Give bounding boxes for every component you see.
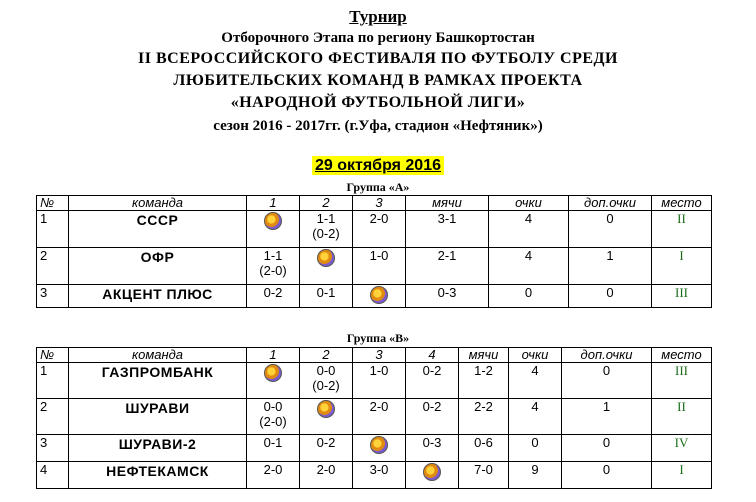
- tournament-title: Турнир: [349, 7, 407, 26]
- subtitle-line-1: Отборочного Этапа по региону Башкортостан: [221, 30, 535, 46]
- col-header: место: [652, 196, 712, 211]
- score-cell: 0-2: [300, 435, 353, 462]
- group-a-label: Группа «А»: [346, 180, 410, 194]
- col-header: команда: [69, 196, 247, 211]
- score: 1-1: [316, 211, 336, 226]
- col-header: №: [37, 196, 69, 211]
- place-cell: III: [652, 285, 712, 308]
- row-number: 2: [37, 248, 69, 285]
- col-header: 1: [247, 196, 300, 211]
- score-cell: 2-0: [353, 211, 406, 248]
- table-header-row: [37, 196, 712, 211]
- points-cell: 4: [489, 248, 569, 285]
- goals-cell: 3-1: [406, 211, 489, 248]
- team-name: ШУРАВИ: [69, 399, 247, 435]
- score-cell: 1-0: [353, 363, 406, 399]
- table-row: [37, 248, 712, 285]
- extra-points-cell: 0: [562, 462, 652, 489]
- col-header: 3: [353, 348, 406, 363]
- goals-cell: 1-2: [459, 363, 509, 399]
- score-cell: 0-2: [406, 363, 459, 399]
- col-header: доп.очки: [569, 196, 652, 211]
- points-cell: 4: [509, 363, 562, 399]
- football-ball-icon: [370, 436, 388, 454]
- col-header: очки: [509, 348, 562, 363]
- score-cell: [247, 399, 300, 435]
- group-b-table: [36, 347, 712, 489]
- penalty-score: (0-2): [312, 226, 340, 241]
- place-cell: III: [652, 363, 712, 399]
- col-header: №: [37, 348, 69, 363]
- subtitle-line-4: «НАРОДНОЙ ФУТБОЛЬНОЙ ЛИГИ»: [230, 94, 526, 111]
- col-header: место: [652, 348, 712, 363]
- table-row: [37, 462, 712, 489]
- goals-cell: 7-0: [459, 462, 509, 489]
- place-cell: I: [652, 248, 712, 285]
- score-cell: [406, 462, 459, 489]
- score-cell: 2-0: [247, 462, 300, 489]
- team-name: ГАЗПРОМБАНК: [69, 363, 247, 399]
- score-cell: [353, 285, 406, 308]
- penalty-score: (2-0): [259, 414, 287, 429]
- score-cell: 0-1: [300, 285, 353, 308]
- score-cell: 2-0: [353, 399, 406, 435]
- row-number: 1: [37, 211, 69, 248]
- col-header: 3: [353, 196, 406, 211]
- table-row: [37, 435, 712, 462]
- football-ball-icon: [423, 463, 441, 481]
- goals-cell: 2-2: [459, 399, 509, 435]
- football-ball-icon: [317, 400, 335, 418]
- col-header: 4: [406, 348, 459, 363]
- score-cell: [300, 399, 353, 435]
- score-cell: [353, 435, 406, 462]
- place-cell: IV: [652, 435, 712, 462]
- table-row: [37, 399, 712, 435]
- score-cell: 0-2: [247, 285, 300, 308]
- score-cell: 3-0: [353, 462, 406, 489]
- team-name: АКЦЕНТ ПЛЮС: [69, 285, 247, 308]
- group-a-table: [36, 195, 712, 308]
- points-cell: 4: [489, 211, 569, 248]
- score: 0-0: [263, 399, 283, 414]
- table-row: [37, 363, 712, 399]
- row-number: 2: [37, 399, 69, 435]
- table-header-row: [37, 348, 712, 363]
- football-ball-icon: [264, 364, 282, 382]
- team-name: НЕФТЕКАМСК: [69, 462, 247, 489]
- group-b-label: Группа «В»: [346, 331, 410, 345]
- score: 1-1: [263, 248, 283, 263]
- points-cell: 0: [489, 285, 569, 308]
- penalty-score: (2-0): [259, 263, 287, 278]
- score: 0-0: [316, 363, 336, 378]
- extra-points-cell: 0: [562, 435, 652, 462]
- score-cell: 0-1: [247, 435, 300, 462]
- goals-cell: 0-3: [406, 285, 489, 308]
- score-cell: [247, 248, 300, 285]
- col-header: мячи: [459, 348, 509, 363]
- row-number: 3: [37, 285, 69, 308]
- team-name: ШУРАВИ-2: [69, 435, 247, 462]
- place-cell: II: [652, 211, 712, 248]
- extra-points-cell: 0: [569, 285, 652, 308]
- score-cell: 0-3: [406, 435, 459, 462]
- col-header: 2: [300, 196, 353, 211]
- place-cell: I: [652, 462, 712, 489]
- row-number: 3: [37, 435, 69, 462]
- subtitle-line-2: II ВСЕРОССИЙСКОГО ФЕСТИВАЛЯ ПО ФУТБОЛУ СРЕДИ: [138, 50, 618, 67]
- table-row: [37, 211, 712, 248]
- season-line: сезон 2016 - 2017гг. (г.Уфа, стадион «Нефтяник»): [213, 118, 543, 134]
- goals-cell: 2-1: [406, 248, 489, 285]
- col-header: доп.очки: [562, 348, 652, 363]
- team-name: СССР: [69, 211, 247, 248]
- table-row: [37, 285, 712, 308]
- col-header: очки: [489, 196, 569, 211]
- col-header: команда: [69, 348, 247, 363]
- score-cell: [300, 211, 353, 248]
- subtitle-line-3: ЛЮБИТЕЛЬСКИХ КОМАНД В РАМКАХ ПРОЕКТА: [173, 72, 583, 89]
- extra-points-cell: 1: [562, 399, 652, 435]
- extra-points-cell: 0: [569, 211, 652, 248]
- row-number: 1: [37, 363, 69, 399]
- team-name: ОФР: [69, 248, 247, 285]
- points-cell: 9: [509, 462, 562, 489]
- place-cell: II: [652, 399, 712, 435]
- match-date: 29 октября 2016: [312, 156, 444, 175]
- football-ball-icon: [317, 249, 335, 267]
- row-number: 4: [37, 462, 69, 489]
- extra-points-cell: 0: [562, 363, 652, 399]
- penalty-score: (0-2): [312, 378, 340, 393]
- extra-points-cell: 1: [569, 248, 652, 285]
- score-cell: 0-2: [406, 399, 459, 435]
- points-cell: 0: [509, 435, 562, 462]
- score-cell: [247, 211, 300, 248]
- col-header: 2: [300, 348, 353, 363]
- football-ball-icon: [264, 212, 282, 230]
- col-header: мячи: [406, 196, 489, 211]
- col-header: 1: [247, 348, 300, 363]
- score-cell: [300, 248, 353, 285]
- points-cell: 4: [509, 399, 562, 435]
- score-cell: 2-0: [300, 462, 353, 489]
- score-cell: [300, 363, 353, 399]
- goals-cell: 0-6: [459, 435, 509, 462]
- score-cell: [247, 363, 300, 399]
- score-cell: 1-0: [353, 248, 406, 285]
- football-ball-icon: [370, 286, 388, 304]
